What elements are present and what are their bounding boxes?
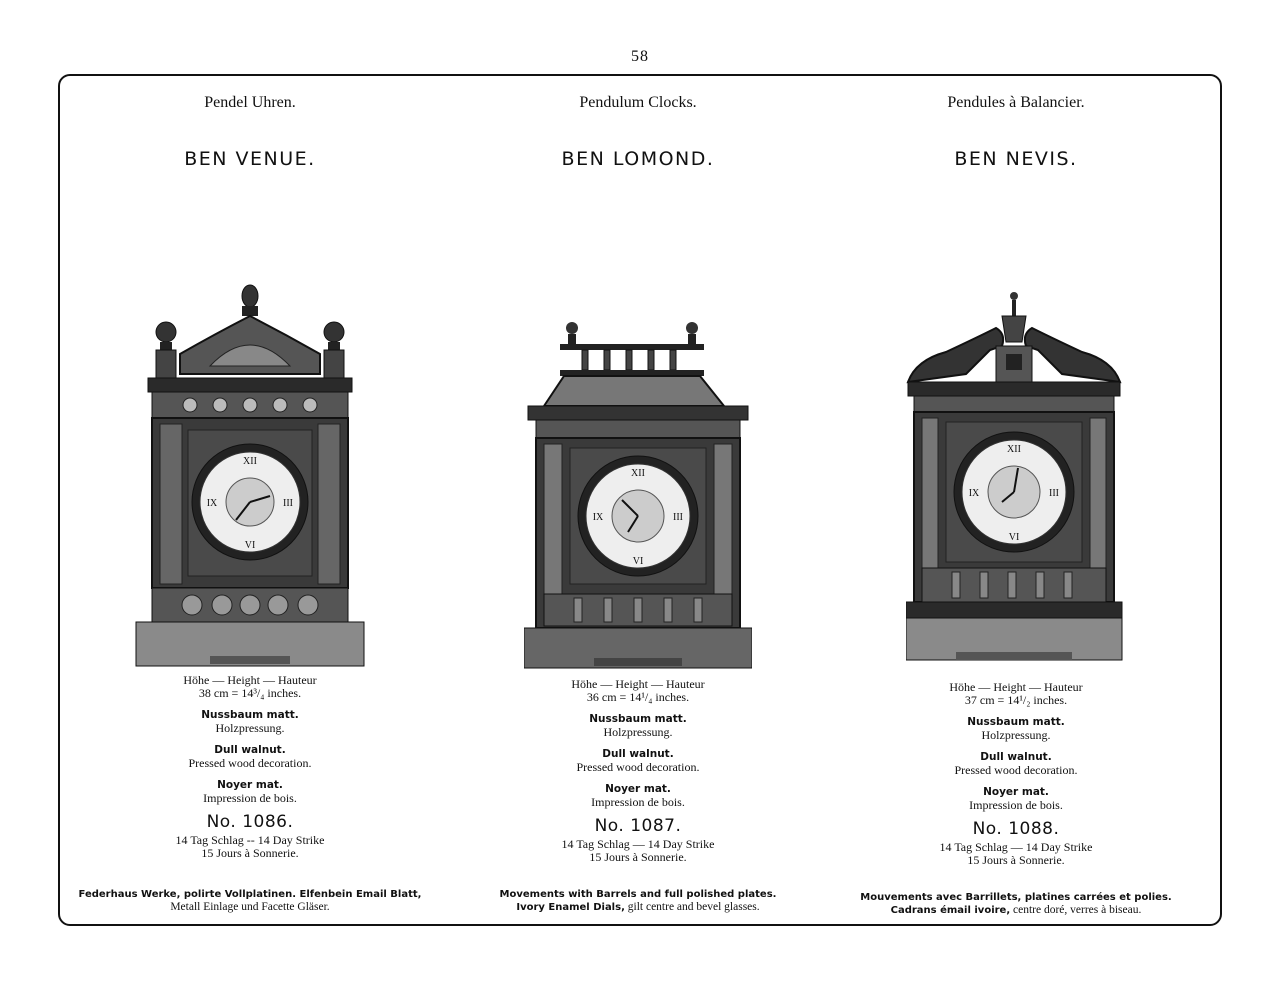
- finial-top: [242, 285, 258, 307]
- material-de-text: Holzpressung.: [215, 721, 285, 735]
- material-de-text: Holzpressung.: [981, 728, 1051, 742]
- svg-text:IX: IX: [206, 498, 218, 509]
- material-en-title: Dull walnut.: [602, 748, 674, 760]
- svg-text:IX: IX: [968, 488, 980, 499]
- catalog-number: No. 1088.: [972, 819, 1060, 839]
- strike-line-2: 15 Jours à Sonnerie.: [201, 846, 299, 860]
- strike-line-2: 15 Jours à Sonnerie.: [589, 850, 687, 864]
- mantel-clock-image: [906, 290, 1126, 674]
- footer-line1-bold: Mouvements avec Barrillets, platines carrées et polies.: [860, 892, 1172, 903]
- strike-line-1: 14 Tag Schlag — 14 Day Strike: [939, 840, 1093, 854]
- material-de-title: Nussbaum matt.: [201, 709, 299, 721]
- model-name: BEN NEVIS.: [954, 148, 1078, 170]
- strike-line-1: 14 Tag Schlag — 14 Day Strike: [561, 837, 715, 851]
- column-heading: Pendel Uhren.: [204, 94, 296, 111]
- movement-description: [70, 888, 430, 914]
- material-en-text: Pressed wood decoration.: [954, 763, 1078, 777]
- material-fr-text: Impression de bois.: [203, 791, 297, 805]
- clock-column-ben-nevis: [836, 74, 1196, 926]
- material-en-text: Pressed wood decoration.: [188, 756, 312, 770]
- svg-text:III: III: [283, 498, 293, 509]
- roof: [544, 376, 724, 406]
- footer-line2-rest: centre doré, verres à biseau.: [1010, 904, 1142, 916]
- height-value: 37 cm = 14¹/₂ inches.: [964, 693, 1068, 707]
- material-de-title: Nussbaum matt.: [589, 713, 687, 725]
- model-name: BEN LOMOND.: [561, 148, 715, 170]
- clock-specifications: [836, 681, 1196, 867]
- clock-illustration-ben-venue: [70, 284, 430, 669]
- material-de-title: Nussbaum matt.: [967, 716, 1065, 728]
- height-label: Höhe — Height — Hauteur: [571, 677, 705, 691]
- footer-line1-bold: Federhaus Werke, polirte Vollplatinen. Elfenbein Email Blatt,: [78, 889, 422, 900]
- height-value: 38 cm = 14³/₄ inches.: [198, 686, 302, 700]
- finial-urn: [1002, 316, 1026, 342]
- clock-column-ben-venue: [70, 74, 430, 926]
- column-right: [1090, 418, 1106, 568]
- svg-text:III: III: [673, 512, 683, 523]
- clock-illustration-ben-nevis: [836, 290, 1196, 674]
- height-label: Höhe — Height — Hauteur: [949, 680, 1083, 694]
- footer-line2-bold: Cadrans émail ivoire,: [890, 905, 1011, 916]
- pediment-left: [908, 328, 1003, 382]
- svg-text:IX: IX: [592, 512, 604, 523]
- pediment-right: [1025, 328, 1120, 382]
- movement-description: [836, 891, 1196, 917]
- material-fr-text: Impression de bois.: [591, 795, 685, 809]
- strike-line-2: 15 Jours à Sonnerie.: [967, 853, 1065, 867]
- model-name: BEN VENUE.: [184, 148, 316, 170]
- height-label: Höhe — Height — Hauteur: [183, 673, 317, 687]
- material-fr-title: Noyer mat.: [983, 786, 1049, 798]
- svg-text:XII: XII: [243, 456, 257, 467]
- footer-line2-bold: Ivory Enamel Dials,: [516, 902, 625, 913]
- clock-specifications: [70, 674, 430, 860]
- mantel-clock-image: [524, 320, 752, 672]
- clock-specifications: [458, 678, 818, 864]
- material-en-title: Dull walnut.: [980, 751, 1052, 763]
- finial-left: [156, 322, 176, 342]
- movement-description: [458, 888, 818, 914]
- catalog-number: No. 1086.: [206, 812, 294, 832]
- column-left: [922, 418, 938, 568]
- footer-line1-bold: Movements with Barrels and full polished plates.: [499, 889, 777, 900]
- svg-text:VI: VI: [632, 556, 644, 567]
- material-de-text: Holzpressung.: [603, 725, 673, 739]
- svg-text:III: III: [1049, 488, 1059, 499]
- column-heading: Pendules à Balancier.: [947, 94, 1085, 111]
- material-fr-text: Impression de bois.: [969, 798, 1063, 812]
- catalog-number: No. 1087.: [594, 816, 682, 836]
- footer-line2-rest: Metall Einlage und Facette Gläser.: [170, 901, 330, 913]
- svg-text:VI: VI: [1008, 532, 1020, 543]
- column-heading: Pendulum Clocks.: [579, 94, 697, 111]
- material-fr-title: Noyer mat.: [217, 779, 283, 791]
- column-right: [714, 444, 732, 594]
- material-en-title: Dull walnut.: [214, 744, 286, 756]
- strike-line-1: 14 Tag Schlag -- 14 Day Strike: [175, 833, 325, 847]
- clock-column-ben-lomond: [458, 74, 818, 926]
- height-value: 36 cm = 14¹/₄ inches.: [586, 690, 690, 704]
- svg-text:VI: VI: [244, 540, 256, 551]
- material-en-text: Pressed wood decoration.: [576, 760, 700, 774]
- mantel-clock-image: [130, 284, 370, 669]
- material-fr-title: Noyer mat.: [605, 783, 671, 795]
- svg-text:XII: XII: [1007, 444, 1021, 455]
- column-left: [544, 444, 562, 594]
- footer-line2-rest: gilt centre and bevel glasses.: [624, 901, 760, 913]
- svg-text:XII: XII: [631, 468, 645, 479]
- clock-illustration-ben-lomond: [458, 320, 818, 672]
- page-number: 58: [631, 48, 649, 65]
- gallery-rail: [560, 344, 704, 350]
- finial-right: [324, 322, 344, 342]
